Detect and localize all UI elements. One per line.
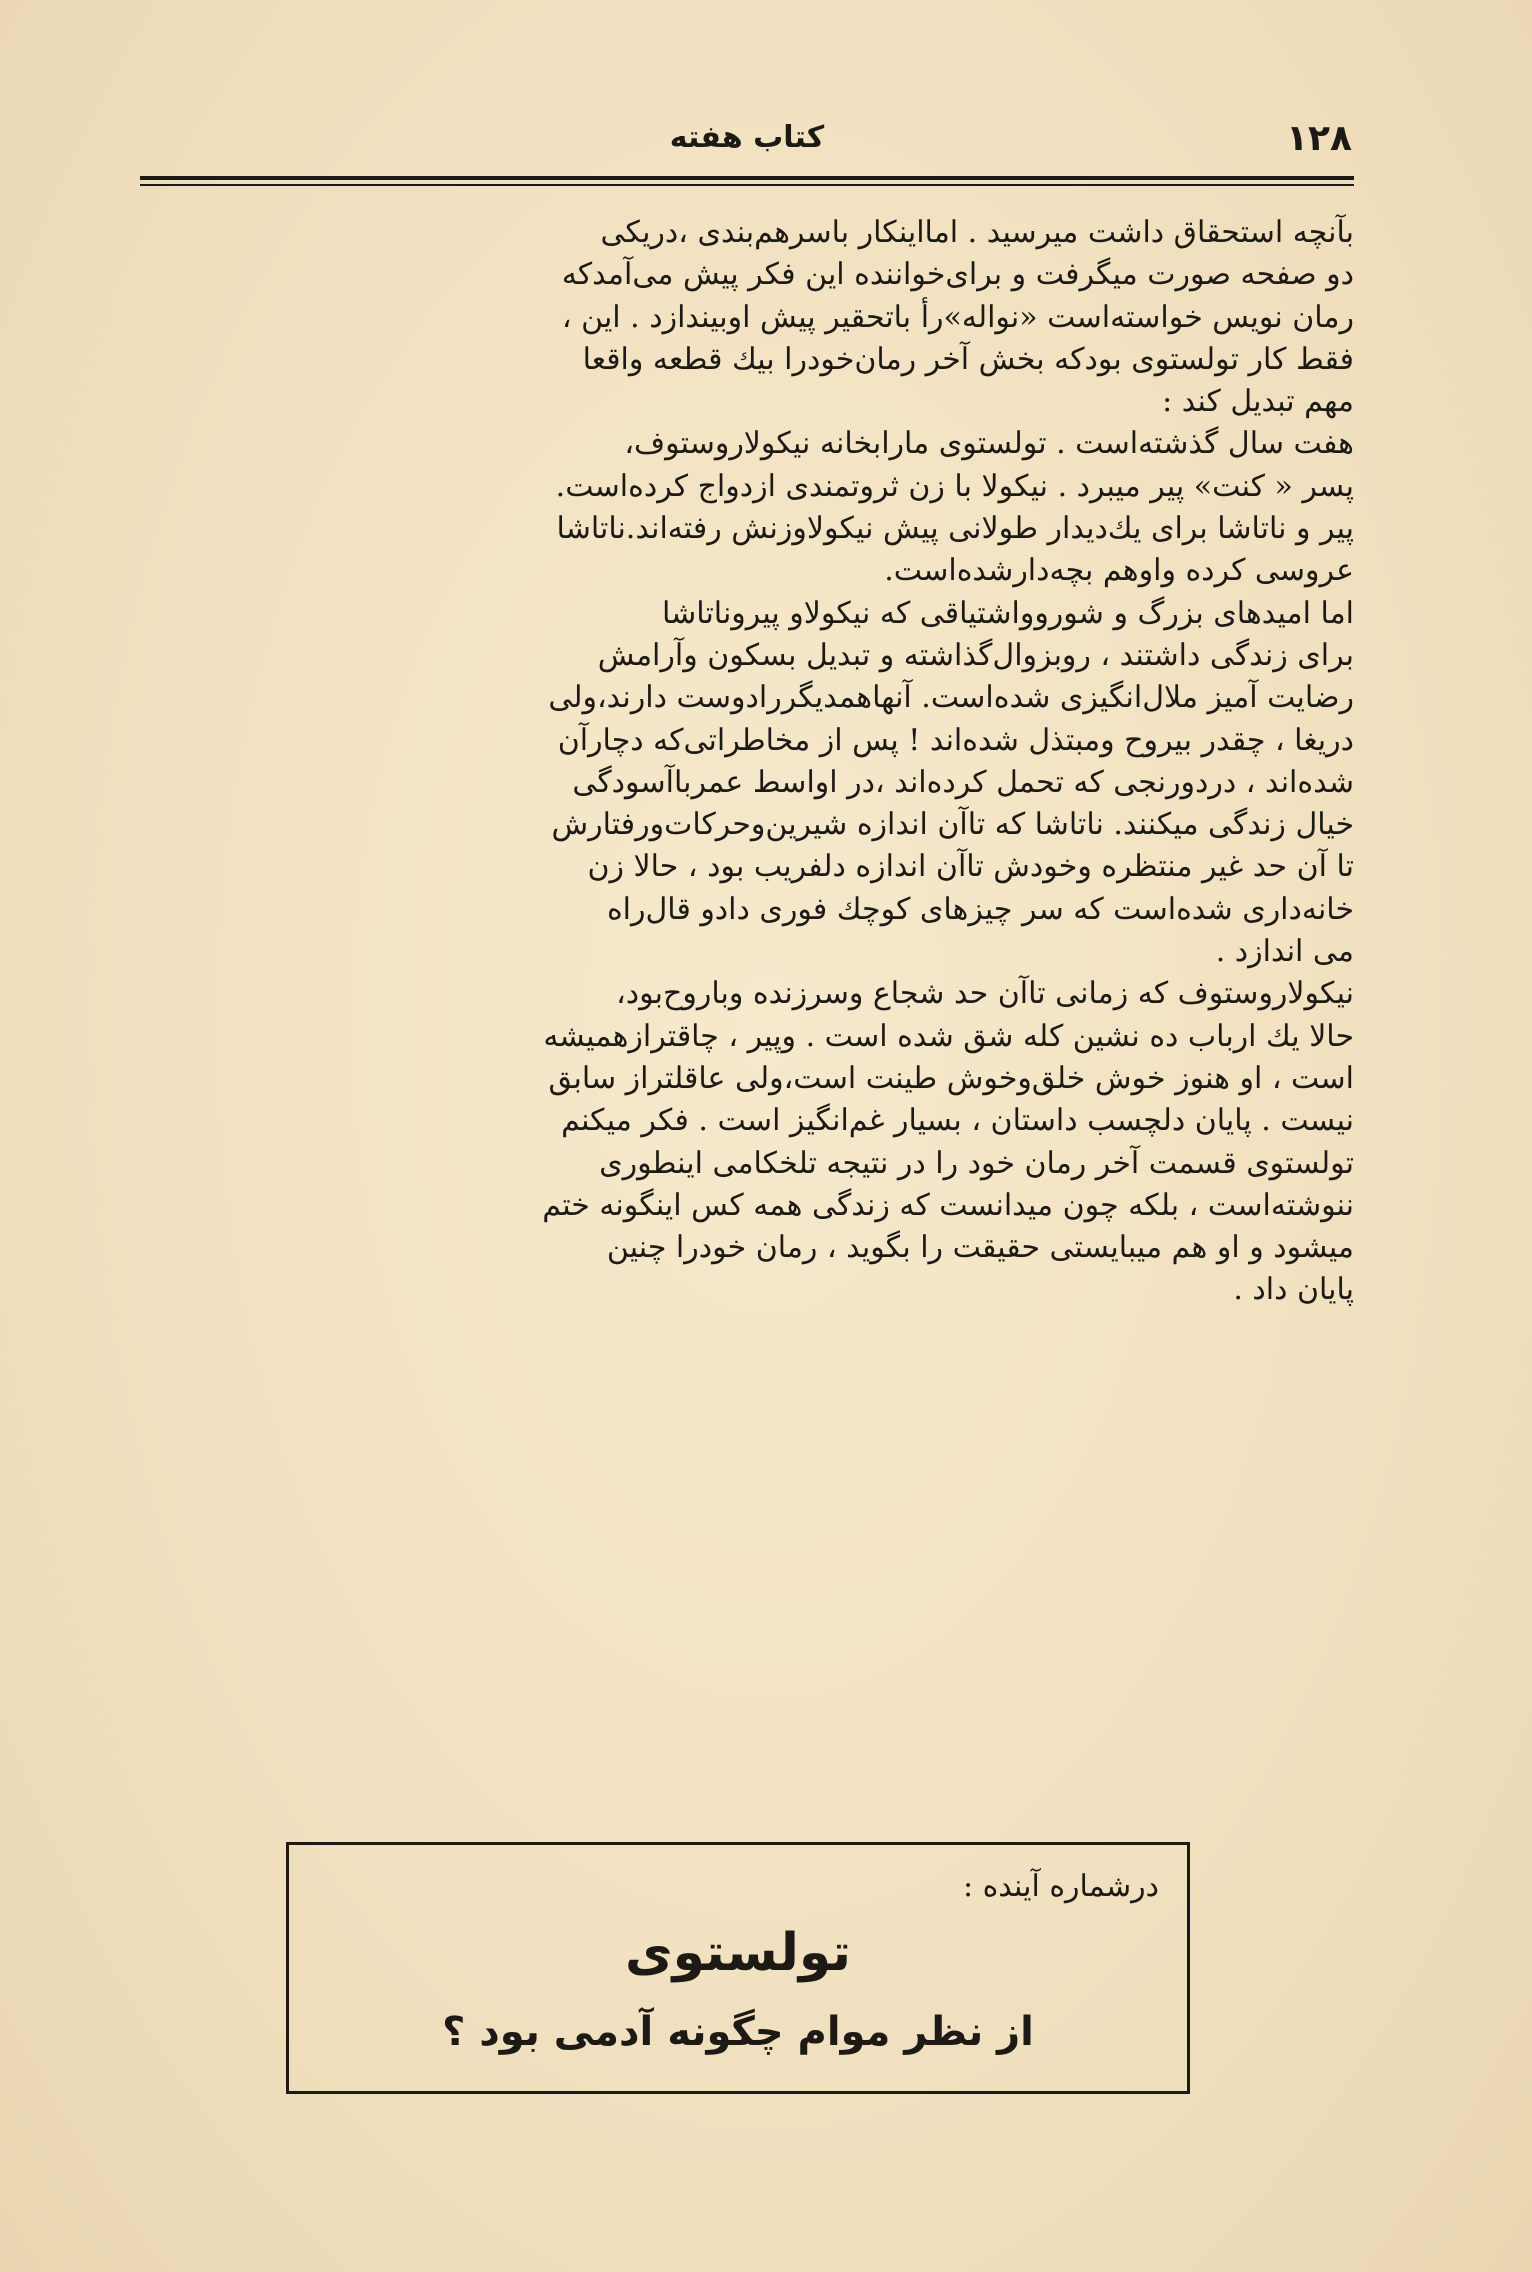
text-line: است ، او هنوز خوش خلق‌وخوش طینت است،ولی عاقلتراز سابق xyxy=(548,1060,1354,1096)
text-line: ننوشته‌است ، بلکه چون میدانست که زندگی همه کس اینگونه ختم xyxy=(542,1187,1354,1223)
text-line: دریغا ، چقدر بیروح ومبتذل شده‌اند ! پس از مخاطراتی‌که دچارآن xyxy=(557,722,1354,758)
text-line: دو صفحه صورت میگرفت و برای‌خواننده این فکر پیش می‌آمدکه xyxy=(561,257,1354,293)
text-line: پیر و ناتاشا برای یك‌دیدار طولانی پیش نیکولاوزنش رفته‌اند.ناتاشا xyxy=(556,511,1354,547)
text-line: فقط کار تولستوی بودکه بخش آخر رمان‌خودرا بیك قطعه واقعا xyxy=(582,341,1354,377)
running-title: کتاب هفته xyxy=(669,120,825,155)
text-line: میشود و او هم میبایستی حقیقت را بگوید ، رمان خودرا چنین xyxy=(606,1230,1354,1266)
text-line: رمان نویس خواسته‌است «نواله»رأ باتحقیر پیش اوبیندازد . این ، xyxy=(561,299,1354,335)
text-line: برای زندگی داشتند ، روبزوال‌گذاشته و تبدیل بسکون وآرامش xyxy=(597,637,1354,673)
text-line: شده‌اند ، دردورنجی که تحمل کرده‌اند ،در اواسط عمرباآسودگی xyxy=(572,764,1354,800)
next-issue-kicker: درشماره آینده : xyxy=(962,1869,1159,1904)
text-line: رضایت آمیز ملال‌انگیزی شده‌است. آنهاهمدیگررادوست دارند،ولی xyxy=(548,680,1354,716)
text-line: هفت سال گذشته‌است . تولستوی مارابخانه نیکولاروستوف، xyxy=(624,426,1354,462)
page-header xyxy=(142,112,1352,172)
header-rule-thin xyxy=(140,184,1354,186)
text-line: تا آن حد غیر منتظره وخودش تاآن اندازه دلفریب بود ، حالا زن xyxy=(587,849,1354,885)
text-line: تولستوی قسمت آخر رمان خود را در نتیجه تلخکامی اینطوری xyxy=(599,1145,1354,1181)
page-number: ۱۲۸ xyxy=(1286,118,1352,159)
text-line: خانه‌داری شده‌است که سر چیزهای کوچك فوری دادو قال‌راه xyxy=(606,891,1354,927)
next-issue-box xyxy=(286,1842,1190,2094)
text-line: نیست . پایان دلچسب داستان ، بسیار غم‌انگیز است . فکر میکنم xyxy=(561,1103,1354,1139)
text-line: پایان داد . xyxy=(1233,1272,1354,1308)
header-rule-thick xyxy=(140,176,1354,180)
text-line: حالا یك ارباب ده نشین کله شق شده است . وپیر ، چاقترازهمیشه xyxy=(543,1018,1354,1054)
text-line: اما امیدهای بزرگ و شوروواشتیاقی که نیکولاو پیروناتاشا xyxy=(662,595,1354,631)
text-line: می اندازد . xyxy=(1215,934,1354,970)
next-issue-subtitle: از نظر موام چگونه آدمی بود ؟ xyxy=(442,2009,1034,2055)
text-line: مهم تبدیل کند : xyxy=(1162,384,1354,420)
text-line: بآنچه استحقاق داشت میرسید . امااینکار باسرهم‌بندی ،دریکی xyxy=(600,215,1354,250)
text-line: نیکولاروستوف که زمانی تاآن حد شجاع وسرزنده وباروح‌بود، xyxy=(616,976,1354,1012)
body-text xyxy=(140,212,1354,1312)
text-line: عروسی کرده واوهم بچه‌دارشده‌است. xyxy=(884,553,1354,589)
text-line: خیال زندگی میکنند. ناتاشا که تاآن اندازه شیرین‌وحرکات‌ورفتارش xyxy=(551,807,1354,843)
text-line: پسر « کنت» پیر میبرد . نیکولا با زن ثروتمندی ازدواج کرده‌است. xyxy=(555,468,1354,504)
next-issue-title: تولستوی xyxy=(624,1923,852,1983)
